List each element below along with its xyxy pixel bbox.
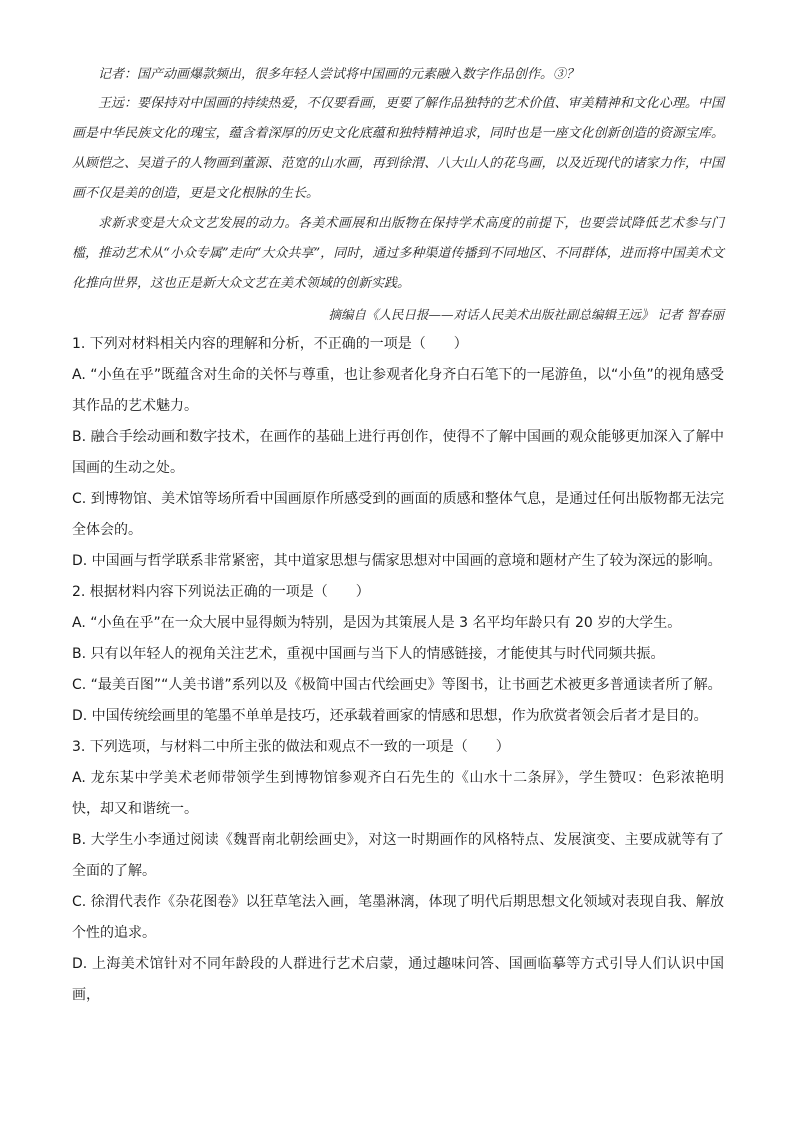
question-3: [72, 732, 724, 1011]
interview-answer-paragraph-2: 求新求变是大众文艺发展的动力。各美术画展和出版物在保持学术高度的前提下，也要尝试降低艺术参与门槛，推动艺术从“小众专属”走向“大众共享”，同时，通过多种渠道传播到不同地区、不同群体，进而将中国美术文化推向世界，这也正是新大众文艺在美术领域的创新实践。: [72, 216, 724, 291]
question-stem: 2. 根据材料内容下列说法正确的一项是（ ）: [72, 584, 370, 600]
option-d: D. 中国传统绘画里的笔墨不单单是技巧，还承载着画家的情感和思想，作为欣赏者领会后者才是目的。: [72, 708, 708, 724]
interview-answer-paragraph: 王远：要保持对中国画的持续热爱，不仅要看画，更要了解作品独特的艺术价值、审美精神和文化心理。中国画是中华民族文化的瑰宝，蕴含着深厚的历史文化底蕴和独特精神追求，同时也是一座文化创新创造的资源宝库。从顾恺之、吴道子的人物画到董源、范宽的山水画，再到徐渭、八大山人的花鸟画，以及近现代的诸家力作，中国画不仅是美的创造，更是文化根脉的生长。: [72, 96, 724, 201]
option-a: A. “小鱼在乎”在一众大展中显得颇为特别，是因为其策展人是 3 名平均年龄只有 20 岁的大学生。: [72, 615, 682, 631]
option-d: D. 中国画与哲学联系非常紧密，其中道家思想与儒家思想对中国画的意境和题材产生了较为深远的影响。: [72, 553, 722, 569]
question-stem: 3. 下列选项，与材料二中所主张的做法和观点不一致的一项是（ ）: [72, 739, 510, 755]
interview-question-paragraph: 记者：国产动画爆款频出，很多年轻人尝试将中国画的元素融入数字作品创作。③？: [98, 67, 580, 82]
option-c: C. 徐渭代表作《杂花图卷》以狂草笔法入画，笔墨淋漓，体现了明代后期思想文化领域对表现自我、解放个性的追求。: [72, 894, 724, 941]
option-a: A. 龙东某中学美术老师带领学生到博物馆参观齐白石先生的《山水十二条屏》，学生赞叹：色彩浓艳明快，却又和谐统一。: [72, 770, 724, 817]
option-c: C. 到博物馆、美术馆等场所看中国画原作所感受到的画面的质感和整体气息，是通过任何出版物都无法完全体会的。: [72, 491, 724, 538]
option-a: A. “小鱼在乎”既蕴含对生命的关怀与尊重，也让参观者化身齐白石笔下的一尾游鱼，以“小鱼”的视角感受其作品的艺术魅力。: [72, 367, 724, 414]
interview-excerpt: [72, 60, 724, 299]
option-b: B. 只有以年轻人的视角关注艺术，重视中国画与当下人的情感链接，才能使其与时代同频共振。: [72, 646, 665, 662]
option-b: B. 融合手绘动画和数字技术，在画作的基础上进行再创作，使得不了解中国画的观众能够更加深入了解中国画的生动之处。: [72, 429, 724, 476]
option-d: D. 上海美术馆针对不同年龄段的人群进行艺术启蒙，通过趣味问答、国画临摹等方式引导人们认识中国画，: [72, 956, 724, 1003]
question-1: [72, 329, 724, 577]
option-c: C. “最美百图”“人美书谱”系列以及《极简中国古代绘画史》等图书，让书画艺术被更多普通读者所了解。: [72, 677, 722, 693]
source-citation: 摘编自《人民日报——对话人民美术出版社副总编辑王远》 记者 智春丽: [328, 307, 724, 322]
option-b: B. 大学生小李通过阅读《魏晋南北朝绘画史》，对这一时期画作的风格特点、发展演变、主要成就等有了全面的了解。: [72, 832, 724, 879]
question-list: [72, 329, 724, 1011]
question-stem: 1. 下列对材料相关内容的理解和分析，不正确的一项是（ ）: [72, 336, 468, 352]
question-2: [72, 577, 724, 732]
